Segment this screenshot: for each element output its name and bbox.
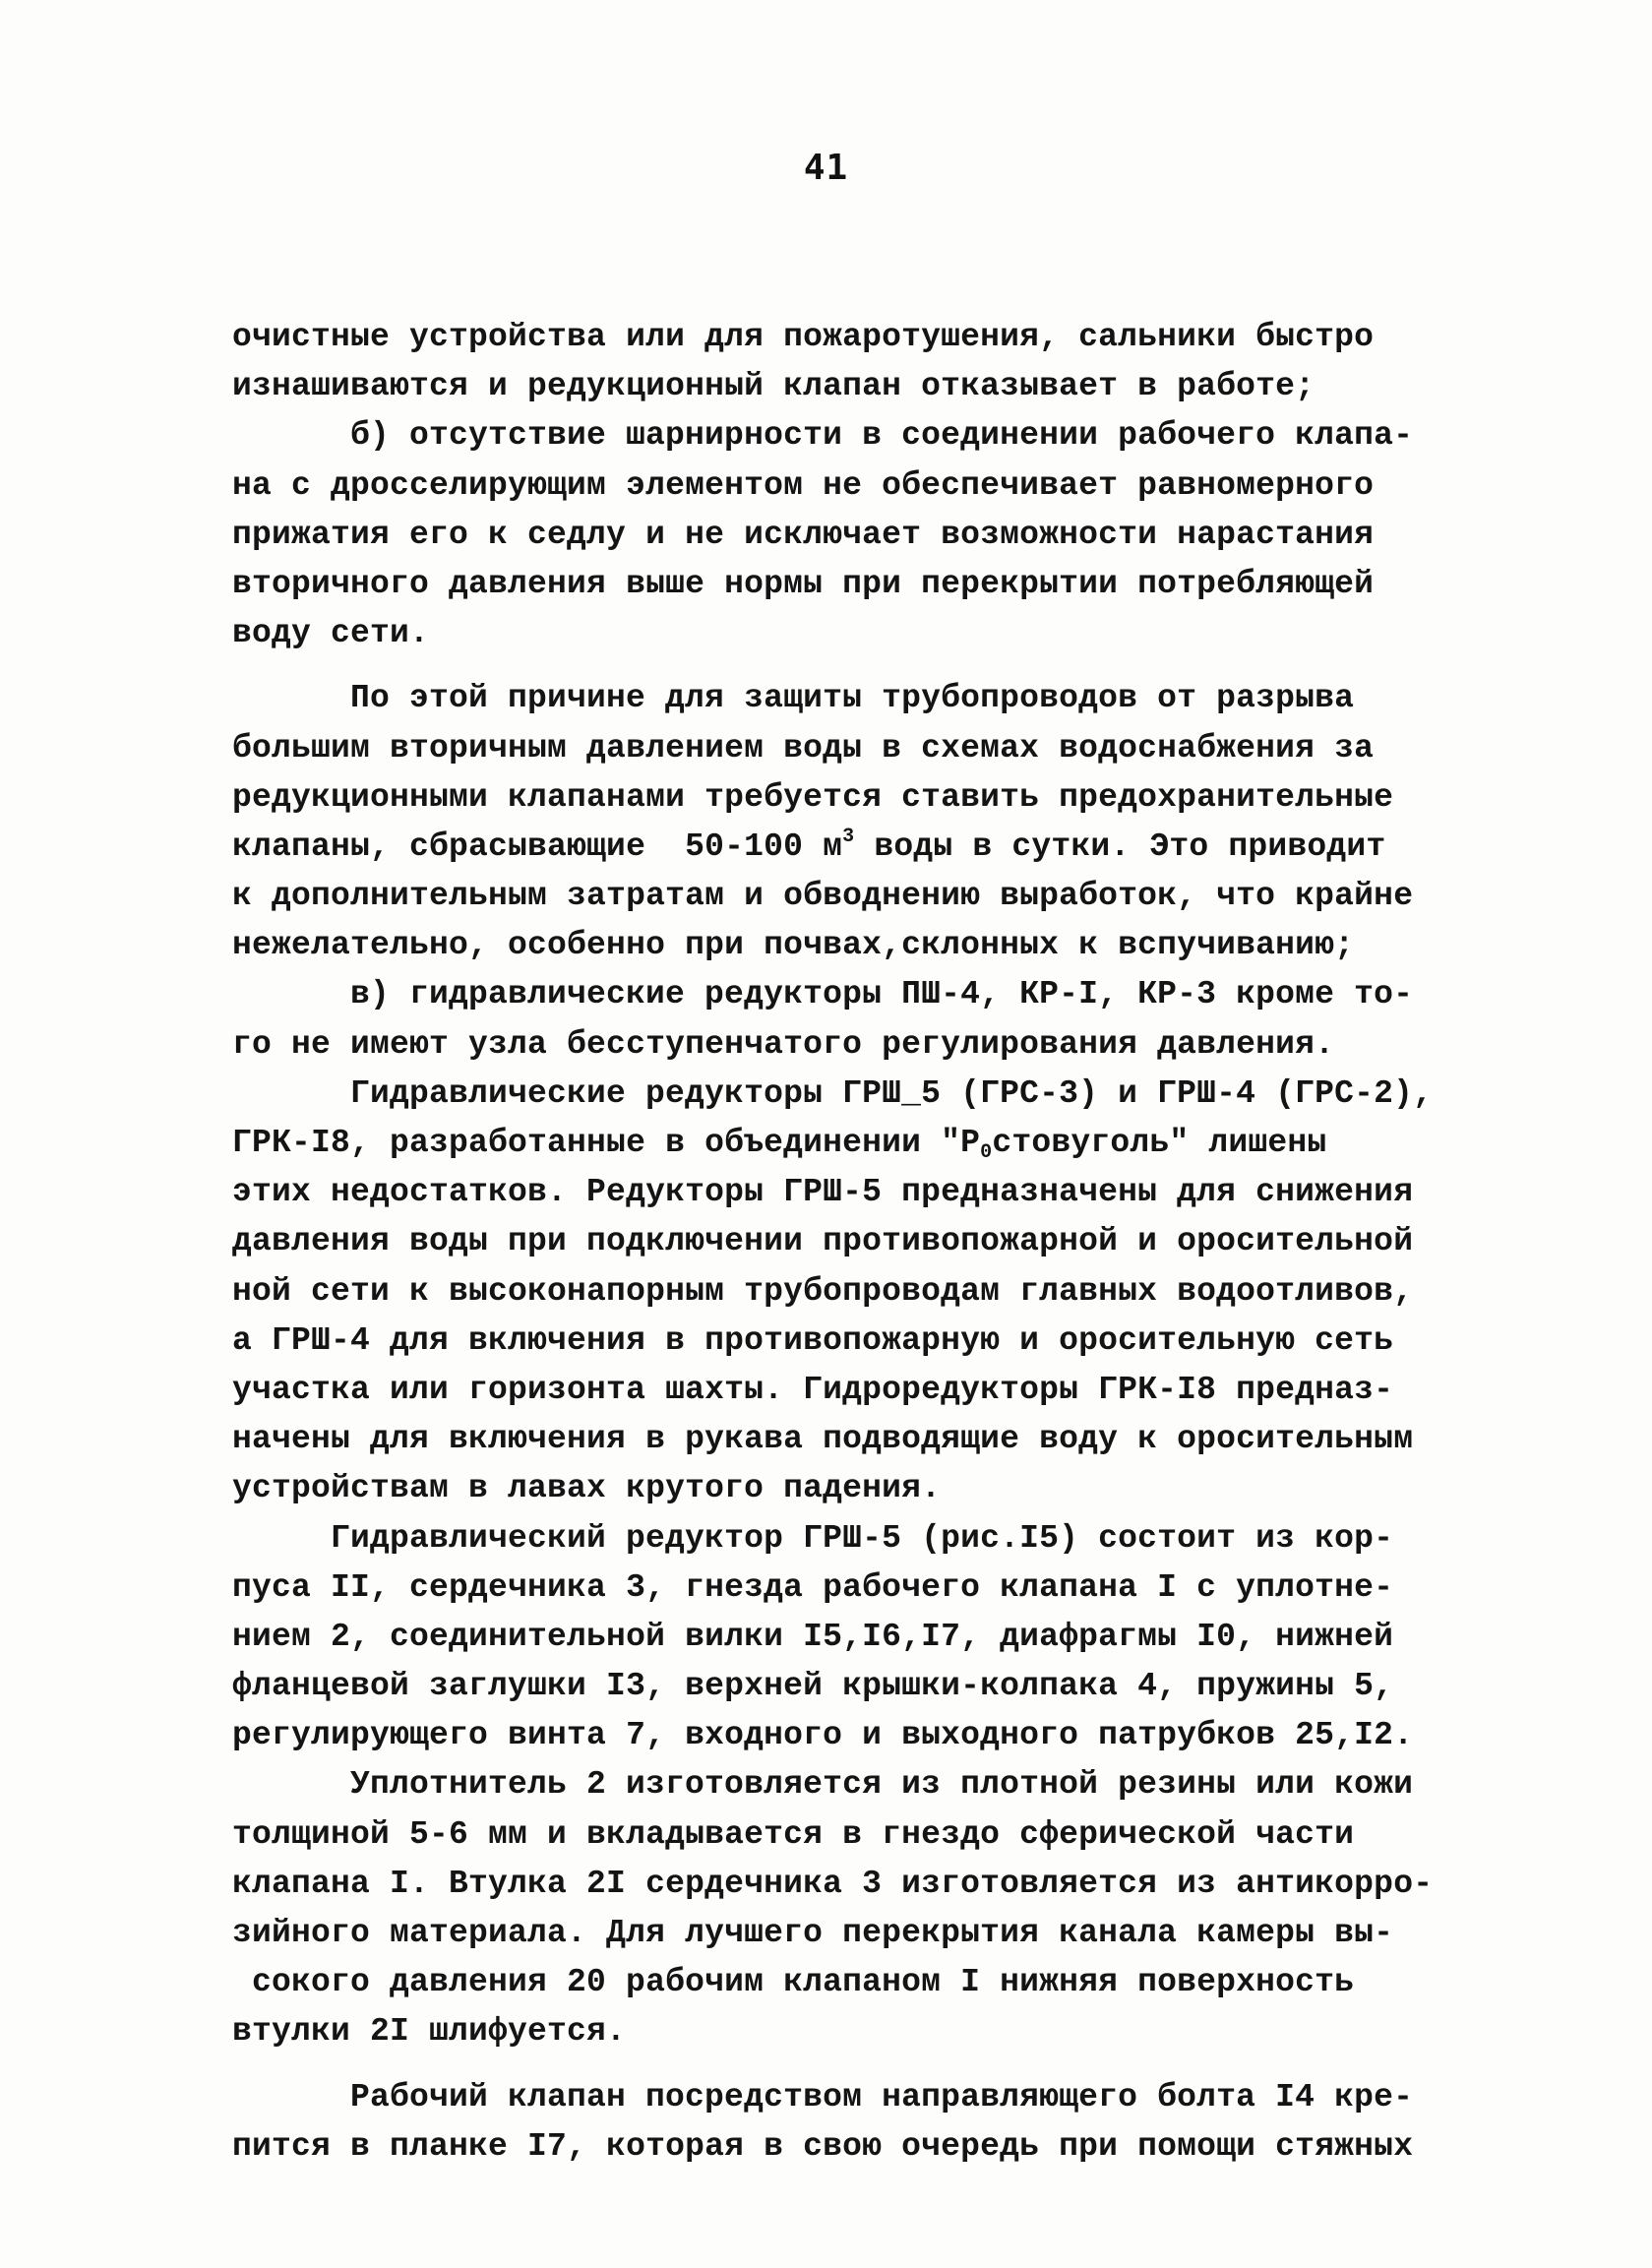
text-fragment: воды в сутки. Это приводит xyxy=(854,828,1386,865)
text-line: го не имеют узла бесступенчатого регулирования давления. xyxy=(232,1025,1335,1063)
text-line: устройствам в лавах крутого падения. xyxy=(232,1470,942,1507)
text-line: на с дросселирующим элементом не обеспечивает равномерного xyxy=(232,466,1375,504)
paragraph xyxy=(232,674,1442,970)
text-line: толщиной 5-6 мм и вкладывается в гнездо сферической части xyxy=(232,1815,1355,1853)
text-fragment: стовуголь" лишены xyxy=(992,1125,1327,1161)
text-line: а ГРШ-4 для включения в противопожарную и оросительную сеть xyxy=(232,1321,1394,1359)
text-line: регулирующего винта 7, входного и выходного патрубков 25,I2. xyxy=(232,1717,1414,1754)
text-line: втулки 2I шлифуется. xyxy=(232,2013,627,2051)
text-line: Рабочий клапан посредством направляющего болта I4 кре- xyxy=(350,2078,1414,2115)
paragraph xyxy=(232,2073,1442,2172)
subscript: 0 xyxy=(980,1141,993,1164)
text-line: начены для включения в рукава подводящие воду к оросительным xyxy=(232,1421,1414,1458)
text-line: большим вторичным давлением воды в схемах водоснабжения за xyxy=(232,729,1375,766)
body-text xyxy=(232,313,1442,2172)
text-line: к дополнительным затратам и обводнению выработок, что крайне xyxy=(232,878,1414,915)
text-line: фланцевой заглушки I3, верхней крышки-колпака 4, пружины 5, xyxy=(232,1668,1394,1705)
text-line: нежелательно, особенно при почвах,склонных к вспучиванию; xyxy=(232,927,1355,964)
text-line: ной сети к высоконапорным трубопроводам главных водоотливов, xyxy=(232,1272,1414,1310)
paragraph xyxy=(232,970,1442,1069)
text-line: воду сети. xyxy=(232,615,430,652)
text-line: давления воды при подключении противопожарной и оросительной xyxy=(232,1223,1414,1260)
text-line: пуса II, сердечника 3, гнезда рабочего клапана I с уплотне- xyxy=(232,1568,1394,1606)
paragraph xyxy=(232,1070,1442,1514)
text-line: пится в планке I7, которая в свою очередь при помощи стяжных xyxy=(232,2127,1414,2165)
text-line: зийного материала. Для лучшего перекрытия канала камеры вы- xyxy=(232,1915,1394,1951)
text-line: Гидравлические редукторы ГРШ_5 (ГРС-3) и ГРШ-4 (ГРС-2), xyxy=(350,1074,1434,1112)
text-line-with-subscript xyxy=(232,1119,1442,1168)
superscript: 3 xyxy=(842,825,855,848)
text-line: изнашиваются и редукционный клапан отказывает в работе; xyxy=(232,368,1315,405)
paragraph xyxy=(232,1514,1442,1761)
text-line-with-superscript xyxy=(232,823,1442,872)
paragraph xyxy=(232,411,1442,658)
text-line: сокого давления 20 рабочим клапаном I нижняя поверхность xyxy=(252,1964,1355,2001)
text-line: Уплотнитель 2 изготовляется из плотной резины или кожи xyxy=(350,1766,1414,1804)
text-line: нием 2, соединительной вилки I5,I6,I7, диафрагмы I0, нижней xyxy=(232,1618,1394,1655)
text-line: вторичного давления выше нормы при перекрытии потребляющей xyxy=(232,565,1375,602)
text-line: клапана I. Втулка 2I сердечника 3 изготовляется из антикорро- xyxy=(232,1865,1434,1902)
text-line: б) отсутствие шарнирности в соединении рабочего клапа- xyxy=(350,417,1414,455)
text-fragment: клапаны, сбрасывающие 50-100 м xyxy=(232,828,843,865)
text-line: этих недостатков. Редукторы ГРШ-5 предназначены для снижения xyxy=(232,1174,1414,1211)
text-line: Гидравлический редуктор ГРШ-5 (рис.I5) состоит из кор- xyxy=(331,1519,1394,1557)
text-fragment: ГРК-I8, разработанные в объединении "Р xyxy=(232,1125,981,1161)
paragraph xyxy=(232,313,1442,411)
text-line: редукционными клапанами требуется ставить предохранительные xyxy=(232,778,1394,816)
text-line: очистные устройства или для пожаротушения, сальники быстро xyxy=(232,319,1375,355)
text-line: в) гидравлические редукторы ПШ-4, КР-I, КР-3 кроме то- xyxy=(350,976,1414,1013)
page-number: 41 xyxy=(803,148,849,188)
text-line: участка или горизонта шахты. Гидроредукторы ГРК-I8 предназ- xyxy=(232,1371,1394,1408)
text-line: прижатия его к седлу и не исключает возможности нарастания xyxy=(232,516,1375,553)
text-line: По этой причине для защиты трубопроводов от разрыва xyxy=(350,680,1355,717)
paragraph xyxy=(232,1760,1442,2056)
